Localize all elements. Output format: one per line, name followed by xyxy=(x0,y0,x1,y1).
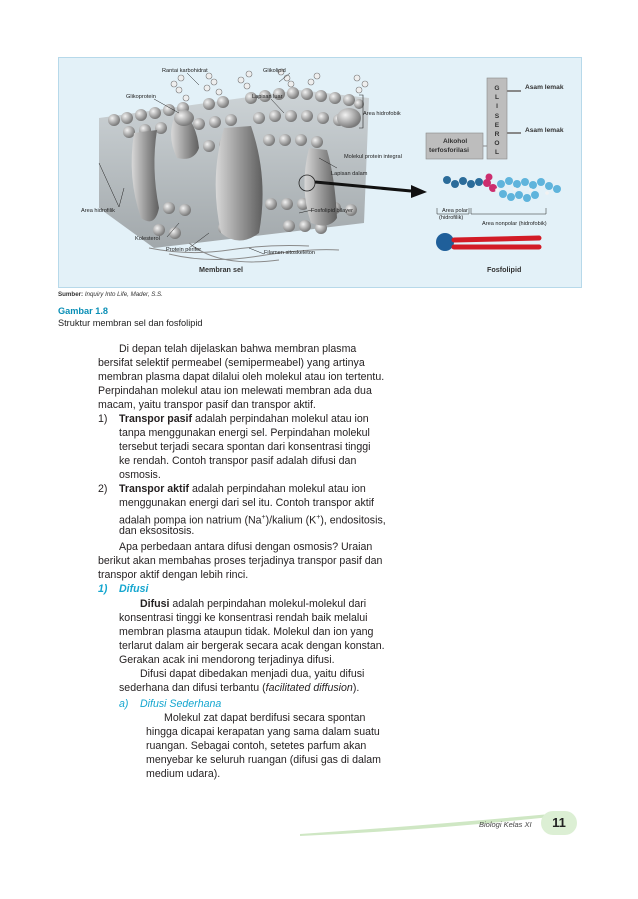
phospholipid-molecule xyxy=(443,174,561,203)
label-membran-sel: Membran sel xyxy=(199,265,243,274)
sub-a-number: a) xyxy=(119,698,129,710)
item2-line: dan eksositosis. xyxy=(119,525,195,537)
label-fosfolipid: Fosfolipid xyxy=(487,265,522,274)
p1-line: Di depan telah dijelaskan bahwa membran plasma xyxy=(119,343,357,355)
label-alkohol-1: Alkohol xyxy=(443,138,468,145)
difusi2-line: sederhana dan difusi terbantu (facilitated diffusion). xyxy=(119,682,360,694)
label-lapisan-luar: Lapisan luar xyxy=(252,94,283,100)
p2-line: transpor aktif dengan lebih rinci. xyxy=(98,569,249,581)
page-number: 11 xyxy=(541,811,577,835)
item1-line: ke rendah. Contoh transpor pasif adalah difusi dan xyxy=(119,455,357,467)
glycoprotein-head xyxy=(174,110,194,126)
item1-line: osmosis. xyxy=(119,469,161,481)
alkohol-box xyxy=(426,133,483,159)
label-area-polar-2: (hidrofilik) xyxy=(439,215,464,221)
label-rantai-karbohidrat: Rantai karbohidrat xyxy=(162,68,208,74)
sub-a-line: Molekul zat dapat berdifusi secara spontan xyxy=(164,712,366,724)
p1-line: Perpindahan molekul atau ion melewati membran ada dua xyxy=(98,385,372,397)
item2-line: adalah pompa ion natrium (Na+)/kalium (K+), endositosis, xyxy=(119,514,386,527)
figure-caption: Struktur membran sel dan fosfolipid xyxy=(58,318,203,328)
zoom-arrow-head xyxy=(411,185,427,198)
item2-line: Transpor aktif adalah perpindahan molekul atau ion xyxy=(119,483,366,495)
label-glikolipid: Glikolipid xyxy=(263,68,286,74)
label-area-hidrofilik: Area hidrofilik xyxy=(81,208,115,214)
label-lapisan-dalam: Lapisan dalam xyxy=(331,171,368,177)
item2-line: menggunakan energi dari sel itu. Contoh transpor aktif xyxy=(119,497,374,509)
gliserol-letter: O xyxy=(494,140,500,148)
sub-a-line: menyebar ke seluruh ruangan (difusi gas di dalam xyxy=(146,754,381,766)
label-filamen-sitoskeleton: Filamen sitoskeleton xyxy=(264,250,315,256)
sub-a-line: ruangan. Sebagai contoh, setetes parfum akan xyxy=(146,740,367,752)
p1-line: macam, yaitu transpor pasif dan transpor aktif. xyxy=(98,399,316,411)
label-area-hidrofobik: Area hidrofobik xyxy=(363,111,401,117)
footer-book-title: Biologi Kelas XI xyxy=(479,820,532,829)
p2-line: berikut akan membahas proses terjadinya transpor pasif dan xyxy=(98,555,383,567)
item1-line: Transpor pasif adalah perpindahan molekul atau ion xyxy=(119,413,369,425)
item2-number: 2) xyxy=(98,483,108,495)
channel-protein xyxy=(216,126,263,241)
heading-difusi: Difusi xyxy=(119,583,149,595)
gliserol-letter: E xyxy=(494,121,500,129)
sub-a-line: hingga dicapai kerapatan yang sama dalam suatu xyxy=(146,726,380,738)
gliserol-letter: L xyxy=(494,94,500,102)
polar-head xyxy=(436,233,454,251)
p1-line: membran plasma dapat dilalui oleh molekul atau ion tertentu. xyxy=(98,371,385,383)
sub-a-title: Difusi Sederhana xyxy=(140,698,222,710)
figure-source: Sumber: Inquiry Into Life, Mader, S.S. xyxy=(58,291,163,298)
sub-a-line: medium udara). xyxy=(146,768,221,780)
gliserol-letter: I xyxy=(496,103,498,111)
difusi-line: terlarut dalam air bergerak secara acak dengan konstan. xyxy=(119,640,385,652)
membrane-figure xyxy=(58,57,582,288)
label-area-polar-1: Area polar xyxy=(442,208,468,214)
difusi-line: Difusi adalah perpindahan molekul-molekul dari xyxy=(140,598,367,610)
difusi-line: membran plasma ataupun tidak. Molekul dan ion yang xyxy=(119,626,374,638)
label-protein-perifer: Protein perifer xyxy=(166,247,202,253)
gliserol-letter: L xyxy=(494,149,500,157)
difusi-line: konsentrasi tinggi ke konsentrasi rendah baik melalui xyxy=(119,612,368,624)
gliserol-letter: S xyxy=(494,112,500,120)
p1-line: bersifat selektif permeabel (semipermeabel) yang artinya xyxy=(98,357,365,369)
item1-line: tersebut terjadi secara spontan dari konsentrasi tinggi xyxy=(119,441,371,453)
item1-line: tanpa menggunakan energi sel. Perpindahan molekul xyxy=(119,427,370,439)
item1-number: 1) xyxy=(98,413,108,425)
gliserol-letter: G xyxy=(494,85,500,92)
heading-difusi-number: 1) xyxy=(98,583,108,595)
label-area-nonpolar: Area nonpolar (hidrofobik) xyxy=(482,221,547,227)
gliserol-letter: R xyxy=(494,131,500,139)
label-molekul-protein-integral: Molekul protein integral xyxy=(344,154,402,160)
figure-number: Gambar 1.8 xyxy=(58,306,109,316)
label-asam-lemak-1: Asam lemak xyxy=(525,84,564,91)
glycolipid-head xyxy=(337,108,361,128)
label-kolesterol: Kolesterol xyxy=(135,236,160,242)
label-glikoprotein: Glikoprotein xyxy=(126,94,156,100)
label-alkohol-2: terfosforilasi xyxy=(429,147,469,154)
p2-line: Apa perbedaan antara difusi dengan osmosis? Uraian xyxy=(119,541,373,553)
difusi-line: Gerakan acak ini mendorong terjadinya difusi. xyxy=(119,654,335,666)
label-asam-lemak-2: Asam lemak xyxy=(525,127,564,134)
nonpolar-tail-1 xyxy=(454,238,539,240)
gliserol-letters xyxy=(487,84,507,158)
label-fosfolipid-bilayer: Fosfolipid bilayer xyxy=(311,208,353,214)
difusi2-line: Difusi dapat dibedakan menjadi dua, yaitu difusi xyxy=(140,668,365,680)
